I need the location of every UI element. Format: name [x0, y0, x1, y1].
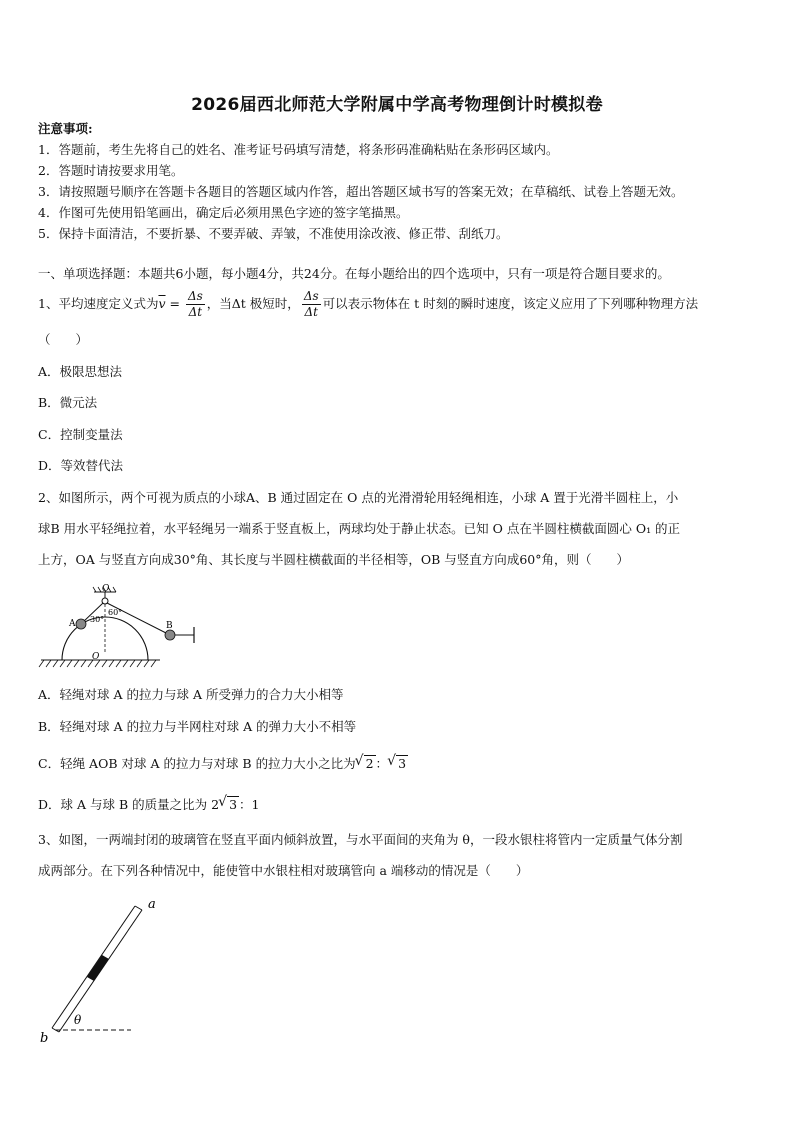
- q2-choice-d-suffix: ：1: [239, 797, 260, 812]
- q2-stem-line-3: 上方，OA 与竖直方向成30°角、其长度与半圆柱横截面的半径相等，OB 与竖直方向成60°角，则（ ）: [38, 552, 629, 567]
- q2-choice-d-text: D．球 A 与球 B 的质量之比为 2: [38, 797, 220, 812]
- q1-frac-den: Δt: [188, 305, 203, 319]
- q2-choice-c-text: C．轻绳 AOB 对球 A 的拉力与对球 B 的拉力大小之比为: [38, 756, 356, 771]
- q2-choice-c: [38, 755, 408, 772]
- q3-stem-line-2: 成两部分。在下列各种情况中，能使管中水银柱相对玻璃管向 a 端移动的情况是（ ）: [38, 863, 529, 878]
- q2-stem-line-1: 2、如图所示，两个可视为质点的小球A、B 通过固定在 O 点的光滑滑轮用轻绳相连，小球 A 置于光滑半圆柱上，小: [38, 490, 679, 505]
- note-item: 4．作图可先使用铅笔画出，确定后必须用黑色字迹的签字笔描黑。: [38, 205, 409, 220]
- q2-label-b: B: [166, 621, 173, 631]
- q1-middle: ，当Δt 极短时，: [206, 296, 300, 311]
- notes-heading: 注意事项:: [38, 121, 93, 136]
- q1-paren: （ ）: [38, 332, 89, 347]
- q2-label-a: A: [69, 619, 76, 629]
- q3-label-b: b: [40, 1031, 49, 1046]
- q1-suffix: 可以表示物体在 t 时刻的瞬时速度，该定义应用了下列哪种物理方法: [322, 296, 699, 311]
- q3-stem-line-1: 3、如图，一两端封闭的玻璃管在竖直平面内倾斜放置，与水平面间的夹角为 θ，一段水银柱将管内一定质量气体分割: [38, 832, 683, 847]
- q2-figure: [36, 582, 216, 674]
- page-title: 2026届西北师范大学附属中学高考物理倒计时模拟卷: [191, 95, 603, 115]
- note-item: 2．答题时请按要求用笔。: [38, 163, 184, 178]
- note-item: 5．保持卡面清洁，不要折暴、不要弄破、弄皱，不准使用涂改液、修正带、刮纸刀。: [38, 226, 509, 241]
- q2-label-60: 60°: [108, 608, 123, 617]
- question-1-stem: [38, 289, 698, 320]
- q2-label-30: 30°: [90, 615, 105, 624]
- q3-label-a: a: [148, 897, 156, 912]
- note-item: 1．答题前，考生先将自己的姓名、准考证号码填写清楚，将条形码准确粘贴在条形码区域内。: [38, 142, 559, 157]
- q2-label-o-center: O: [92, 652, 100, 662]
- q2-choice-c-sep: ：: [375, 756, 389, 771]
- q1-choice-b: B．微元法: [38, 395, 98, 410]
- q1-fraction-2: [302, 289, 321, 320]
- q1-eq: =: [165, 296, 184, 311]
- q3-tube-top-cap: [135, 906, 142, 910]
- q2-ball-b: [165, 630, 175, 640]
- q1-choice-c: C．控制变量法: [38, 427, 123, 442]
- q3-figure: [36, 892, 156, 1047]
- q1-frac2-num: Δs: [303, 289, 319, 303]
- q1-v: $\overline{v}$: [158, 296, 166, 311]
- q3-tube-edge-1: [52, 906, 135, 1028]
- q2-choice-b: B．轻绳对球 A 的拉力与半网柱对球 A 的弹力大小不相等: [38, 719, 357, 734]
- q2-choice-c-root-2: √ 3: [396, 755, 408, 772]
- q1-frac2-den: Δt: [304, 305, 318, 319]
- q1-frac-num: Δs: [187, 289, 203, 303]
- q1-choice-a: A．极限思想法: [38, 364, 123, 379]
- q2-label-o-top: O: [102, 584, 110, 594]
- q1-choice-d: D．等效替代法: [38, 458, 124, 473]
- note-item: 3．请按照题号顺序在答题卡各题目的答题区域内作答，超出答题区域书写的答案无效；在草稿纸、试卷上答题无效。: [38, 184, 684, 199]
- q2-choice-c-root-1: √ 2: [364, 755, 376, 772]
- q1-prefix: 1、平均速度定义式为: [38, 296, 159, 311]
- q2-choice-d-root: √ 3: [227, 796, 239, 813]
- q2-stem-line-2: 球B 用水平轻绳拉着，水平轻绳另一端系于竖直板上，两球均处于静止状态。已知 O 点在半圆柱横截面圆心 O₁ 的正: [38, 521, 681, 536]
- q1-fraction: [186, 289, 205, 320]
- q2-ball-a: [76, 619, 86, 629]
- q3-mercury-column: [87, 955, 109, 981]
- section-heading: 一、单项选择题：本题共6小题，每小题4分，共24分。在每小题给出的四个选项中，只有一项是符合题目要求的。: [38, 266, 670, 281]
- q3-label-theta: θ: [74, 1013, 82, 1027]
- q2-choice-d: [38, 796, 259, 813]
- q2-choice-a: A．轻绳对球 A 的拉力与球 A 所受弹力的合力大小相等: [38, 687, 344, 702]
